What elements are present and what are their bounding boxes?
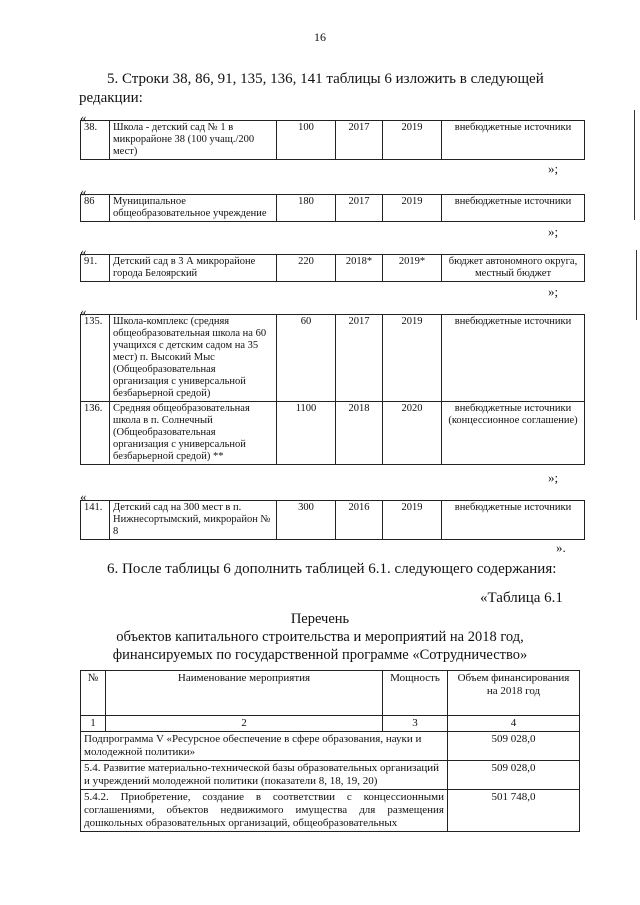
row-name: 5.4. Развитие материально-технической базы образовательных организаций и учреждений молодежной политики (показатели 8, 18, 19, 20)	[81, 761, 448, 790]
table-row	[81, 402, 585, 465]
table-row	[81, 195, 585, 222]
table-rows-135-136	[80, 314, 585, 465]
table-row-86	[80, 194, 585, 222]
row-name: Детский сад на 300 мест в п. Нижнесортымский, микрорайон № 8	[110, 501, 277, 540]
close-quote: ».	[556, 540, 566, 555]
scan-edge-line	[636, 250, 637, 320]
row-name: Детский сад в 3 А микрорайоне города Белоярский	[110, 255, 277, 282]
column-number: 3	[383, 716, 448, 732]
column-number: 1	[81, 716, 106, 732]
row-capacity: 300	[277, 501, 336, 540]
column-number: 2	[106, 716, 383, 732]
table-row-38	[80, 120, 585, 160]
header-volume: Объем финансирования на 2018 год	[448, 671, 580, 716]
row-number: 135.	[81, 315, 110, 402]
row-name: Школа-комплекс (средняя общеобразовательная школа на 60 учащихся с детским садом на 35 мест) п. Высокий Мыс (Общеобразовательная организация с универсальной безбарьерной средой)	[110, 315, 277, 402]
row-source: внебюджетные источники	[442, 315, 585, 402]
row-end-year: 2019	[383, 121, 442, 160]
row-capacity: 1100	[277, 402, 336, 465]
row-start-year: 2016	[336, 501, 383, 540]
row-number: 86	[81, 195, 110, 222]
open-quote: «	[80, 184, 87, 199]
list-title: Перечень	[290, 611, 350, 627]
scan-edge-line	[634, 110, 635, 220]
table-row	[81, 121, 585, 160]
row-capacity: 60	[277, 315, 336, 402]
row-number: 136.	[81, 402, 110, 465]
row-name: Школа - детский сад № 1 в микрорайоне 38 (100 учащ./200 мест)	[110, 121, 277, 160]
list-subtitle-line-2: финансируемых по государственной программе «Сотрудничество»	[112, 647, 528, 663]
table-6-1	[80, 670, 580, 832]
table-row	[81, 732, 580, 761]
table-row	[81, 501, 585, 540]
open-quote: «	[80, 304, 87, 319]
row-source: внебюджетные источники	[442, 121, 585, 160]
table-row	[81, 790, 580, 832]
row-start-year: 2017	[336, 195, 383, 222]
row-start-year: 2018	[336, 402, 383, 465]
row-number: 38.	[81, 121, 110, 160]
open-quote: «	[80, 244, 87, 259]
table-header-row	[81, 671, 580, 716]
close-quote: »;	[548, 284, 559, 299]
row-source: бюджет автономного округа, местный бюджет	[442, 255, 585, 282]
list-subtitle-line-1: объектов капитального строительства и мероприятий на 2018 год,	[116, 629, 524, 645]
row-end-year: 2019	[383, 315, 442, 402]
row-name: Муниципальное общеобразовательное учреждение	[110, 195, 277, 222]
close-quote: »;	[548, 161, 559, 176]
row-value: 509 028,0	[448, 761, 580, 790]
header-name: Наименование мероприятия	[106, 671, 383, 716]
row-name: Подпрограмма V «Ресурсное обеспечение в сфере образования, науки и молодежной политики»	[81, 732, 448, 761]
row-name: Средняя общеобразовательная школа в п. Солнечный (Общеобразовательная организация с универсальной безбарьерной средой) **	[110, 402, 277, 465]
row-source: внебюджетные источники	[442, 195, 585, 222]
close-quote: »;	[548, 470, 559, 485]
row-source: внебюджетные источники (концессионное соглашение)	[442, 402, 585, 465]
row-end-year: 2020	[383, 402, 442, 465]
header-number: №	[81, 671, 106, 716]
page-number: 16	[314, 30, 326, 44]
row-number: 91.	[81, 255, 110, 282]
close-quote: »;	[548, 224, 559, 239]
table-row	[81, 761, 580, 790]
row-start-year: 2018*	[336, 255, 383, 282]
header-capacity: Мощность	[383, 671, 448, 716]
row-end-year: 2019	[383, 195, 442, 222]
table-row-141	[80, 500, 585, 540]
row-value: 501 748,0	[448, 790, 580, 832]
row-number: 141.	[81, 501, 110, 540]
row-start-year: 2017	[336, 121, 383, 160]
column-number: 4	[448, 716, 580, 732]
row-end-year: 2019	[383, 501, 442, 540]
table-label: «Таблица 6.1	[480, 590, 563, 606]
row-end-year: 2019*	[383, 255, 442, 282]
row-start-year: 2017	[336, 315, 383, 402]
column-number-row	[81, 716, 580, 732]
row-capacity: 220	[277, 255, 336, 282]
row-capacity: 180	[277, 195, 336, 222]
paragraph-6: 6. После таблицы 6 дополнить таблицей 6.1. следующего содержания:	[107, 561, 557, 577]
table-row	[81, 255, 585, 282]
row-capacity: 100	[277, 121, 336, 160]
table-row	[81, 315, 585, 402]
row-source: внебюджетные источники	[442, 501, 585, 540]
open-quote: «	[80, 489, 87, 504]
row-value: 509 028,0	[448, 732, 580, 761]
row-name: 5.4.2. Приобретение, создание в соответствии с концессионными соглашениями, объектов недвижимого имущества для размещения дошкольных образовательных организаций, общеобразовательных	[81, 790, 448, 832]
table-row-91	[80, 254, 585, 282]
paragraph-5: 5. Строки 38, 86, 91, 135, 136, 141 таблицы 6 изложить в следующей редакции:	[79, 71, 544, 106]
open-quote: «	[80, 110, 87, 125]
